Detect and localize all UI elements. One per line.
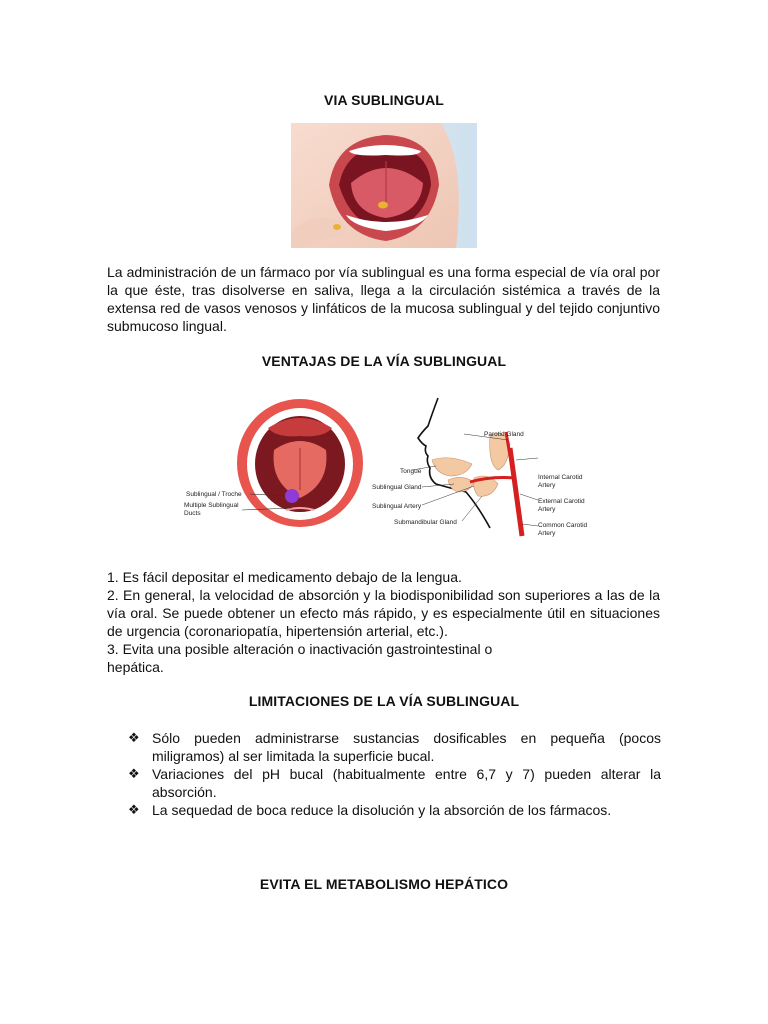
ventajas-list — [107, 568, 660, 676]
ventaja-item: 2. En general, la velocidad de absorción y la biodisponibilidad son superiores a las de la vía oral. Se puede obtener un efecto más rápido, y es especialmente útil en situaciones de urgencia (coronariopatía, hipertensión arterial, etc.). — [107, 587, 660, 639]
diamond-bullet-icon: ❖ — [128, 802, 140, 817]
ventaja-item: 1. Es fácil depositar el medicamento debajo de la lengua. — [107, 569, 462, 585]
list-item-text: Variaciones del pH bucal (habitualmente entre 6,7 y 7) pueden alterar la absorción. — [152, 766, 661, 800]
label-external-carotid: External Carotid Artery — [538, 498, 585, 513]
label-troche: Sublingual / Troche — [186, 491, 242, 498]
page-title: VIA SUBLINGUAL — [324, 92, 444, 108]
intro-paragraph: La administración de un fármaco por vía sublingual es una forma especial de vía oral por la que éste, tras disolverse en saliva, llega a la circulación sistémica a través de la extensa red de vasos venosos y linfáticos de la mucosa sublingual y del tejido conjuntivo submucoso lingual. — [107, 264, 660, 334]
label-sublingual-gland: Sublingual Gland — [372, 484, 422, 491]
list-item — [128, 801, 661, 819]
side-anatomy-diagram — [370, 396, 595, 544]
mouth-front-diagram — [184, 398, 366, 540]
label-common-carotid: Common Carotid Artery — [538, 522, 588, 537]
section-heading-limitaciones: LIMITACIONES DE LA VÍA SUBLINGUAL — [248, 693, 520, 709]
label-submandibular: Submandibular Gland — [394, 519, 457, 526]
label-tongue: Tongue — [400, 468, 422, 475]
limitaciones-list — [128, 729, 661, 819]
diamond-bullet-icon: ❖ — [128, 730, 140, 745]
section-heading-ventajas: VENTAJAS DE LA VÍA SUBLINGUAL — [261, 353, 507, 369]
sublingual-photo — [291, 123, 477, 248]
label-sublingual-artery: Sublingual Artery — [372, 503, 422, 510]
list-item — [128, 765, 661, 801]
ventaja-item: 3. Evita una posible alteración o inactivación gastrointestinal o hepática. — [107, 641, 493, 675]
label-parotid: Parotid Gland — [484, 431, 524, 438]
section-heading-evita: EVITA EL METABOLISMO HEPÁTICO — [259, 876, 509, 892]
label-ducts: Multiple Sublingual Ducts — [184, 502, 239, 517]
list-item — [128, 729, 661, 765]
diamond-bullet-icon: ❖ — [128, 766, 140, 781]
list-item-text: La sequedad de boca reduce la disolución y la absorción de los fármacos. — [152, 802, 612, 818]
label-internal-carotid: Internal Carotid Artery — [538, 474, 583, 489]
list-item-text: Sólo pueden administrarse sustancias dosificables en pequeña (pocos miligramos) al ser limitada la superficie bucal. — [152, 730, 661, 764]
